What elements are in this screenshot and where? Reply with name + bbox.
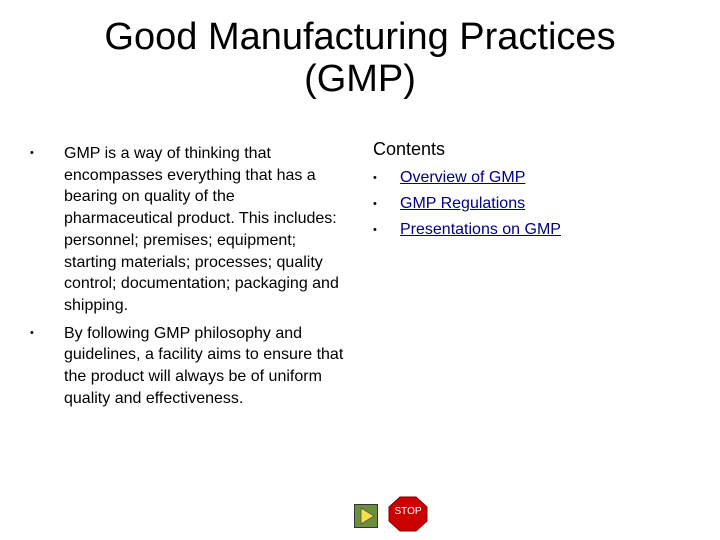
- slide-title-line-2: (GMP): [304, 58, 416, 100]
- contents-item-overview: [373, 165, 693, 191]
- presentations-link[interactable]: Presentations on GMP: [400, 221, 561, 238]
- slide-title: [40, 16, 680, 100]
- bullet-icon: •: [373, 198, 377, 210]
- play-arrow-icon: [355, 505, 377, 527]
- contents-item-presentations: [373, 217, 693, 243]
- description-text: By following GMP philosophy and guidelines, a facility aims to ensure that the product will always be of uniform quality and effectiveness.: [64, 324, 344, 407]
- description-text: GMP is a way of thinking that encompasses everything that has a bearing on quality of the pharmaceutical product. This includes: personnel; premises; equipment; starting materials; processes; quality control; documentation; packaging and shipping.: [64, 145, 339, 314]
- next-slide-button[interactable]: [354, 504, 378, 528]
- description-list: [30, 143, 345, 415]
- overview-link[interactable]: Overview of GMP: [400, 169, 526, 186]
- bullet-icon: •: [373, 224, 377, 236]
- stop-button[interactable]: [388, 496, 428, 532]
- regulations-link[interactable]: GMP Regulations: [400, 195, 526, 212]
- bullet-icon: •: [30, 326, 34, 339]
- contents-heading: Contents: [373, 139, 446, 159]
- slide-title-line-1: Good Manufacturing Practices: [104, 16, 616, 58]
- description-item: [30, 143, 345, 317]
- description-item: [30, 323, 345, 410]
- stop-label: STOP: [394, 506, 422, 517]
- contents-panel: [373, 138, 693, 243]
- bullet-icon: •: [30, 147, 34, 159]
- contents-item-regulations: [373, 191, 693, 217]
- bullet-icon: •: [373, 172, 377, 184]
